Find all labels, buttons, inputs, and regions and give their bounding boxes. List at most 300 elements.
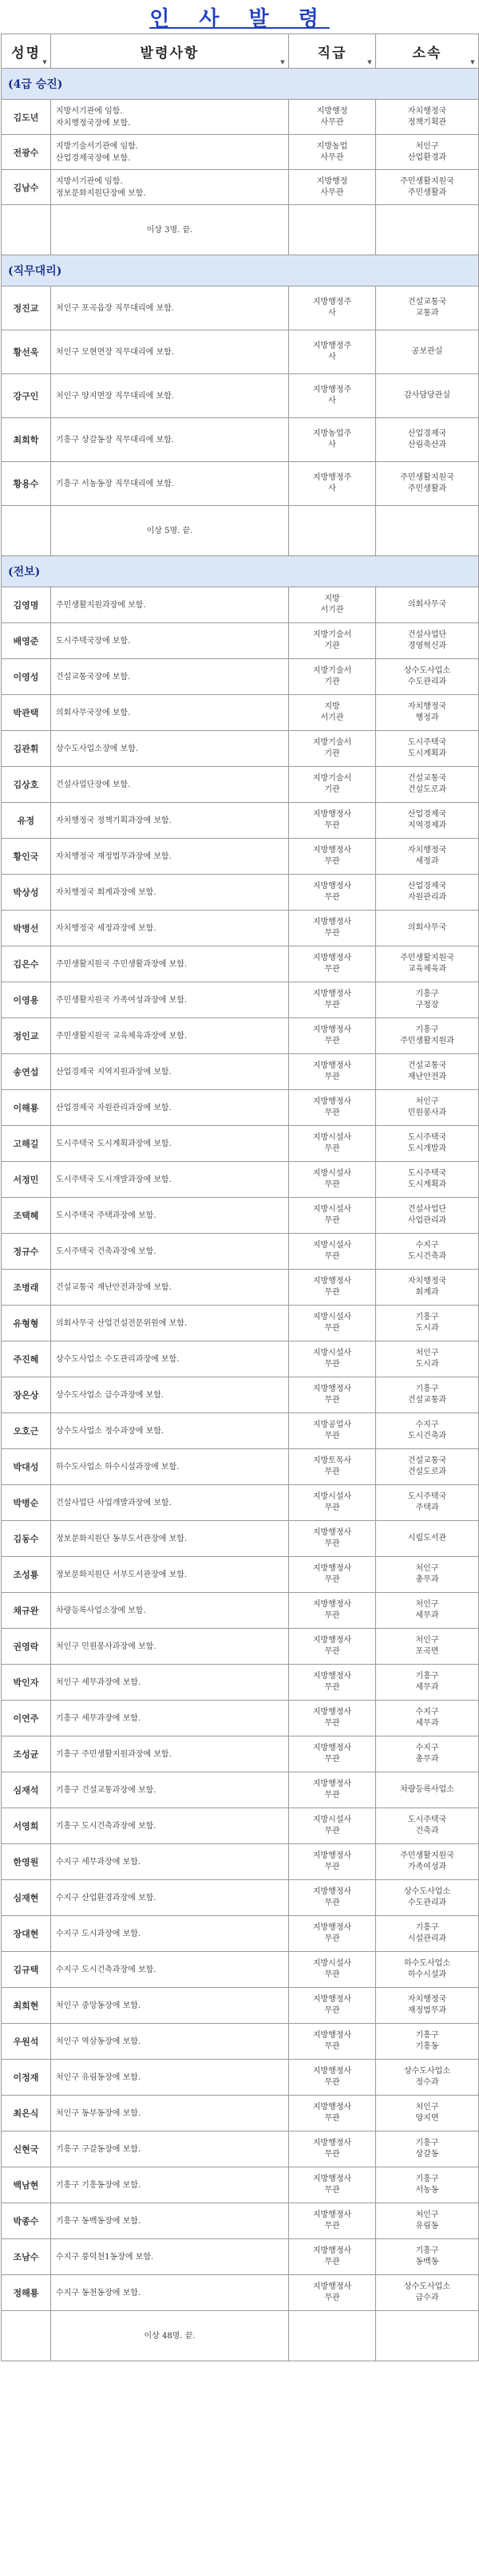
grade-cell[interactable]: 지방토목사 무관 [289, 1449, 376, 1485]
person-name[interactable]: 조남수 [2, 2239, 51, 2275]
grade-cell[interactable]: 지방시설사 무관 [289, 1808, 376, 1844]
person-name[interactable]: 주진혜 [2, 1341, 51, 1377]
affiliation-cell[interactable]: 건설사업단 사업관리과 [376, 1198, 479, 1234]
table-row [2, 1449, 479, 1485]
appointment-detail[interactable]: 지방서기관에 임함. 정보문화지원단장에 보함. [51, 170, 289, 205]
table-row [2, 2239, 479, 2275]
grade-cell[interactable]: 지방농업 사무관 [289, 135, 376, 170]
appointment-detail[interactable]: 산업경제국 자원관리과장에 보함. [51, 1090, 289, 1126]
table-row [2, 2060, 479, 2096]
table-row [2, 1665, 479, 1701]
appointments-body [2, 69, 479, 2361]
page-title: 인 사 발 령 [149, 6, 330, 31]
person-name[interactable]: 박상성 [2, 875, 51, 911]
person-name[interactable]: 유형형 [2, 1306, 51, 1341]
grade-cell[interactable]: 지방행정사 무관 [289, 1593, 376, 1629]
person-name[interactable]: 조택혜 [2, 1198, 51, 1234]
person-name[interactable]: 김은수 [2, 946, 51, 982]
person-name[interactable]: 고해길 [2, 1126, 51, 1162]
grade-cell[interactable]: 지방행정사 무관 [289, 2060, 376, 2096]
grade-cell[interactable]: 지방행정사 무관 [289, 1844, 376, 1880]
person-name[interactable]: 황선욱 [2, 330, 51, 374]
appointment-detail[interactable]: 자치행정국 재정법무과장에 보함. [51, 839, 289, 875]
table-row [2, 1126, 479, 1162]
person-name[interactable]: 김동수 [2, 1521, 51, 1557]
affiliation-cell[interactable]: 도시주택국 주택과 [376, 1485, 479, 1521]
affiliation-cell[interactable]: 처인구 총무과 [376, 1557, 479, 1593]
grade-cell[interactable]: 지방행정주 사 [289, 330, 376, 374]
affiliation-cell[interactable]: 자치행정국 행정과 [376, 695, 479, 731]
grade-cell[interactable]: 지방행정주 사 [289, 374, 376, 418]
grade-cell[interactable]: 지방행정주 사 [289, 286, 376, 330]
appointment-detail[interactable]: 건설교통국 재난안전과장에 보함. [51, 1270, 289, 1306]
person-name[interactable]: 김남수 [2, 170, 51, 205]
header-grade[interactable] [289, 34, 376, 69]
grade-cell[interactable]: 지방시설사 무관 [289, 1234, 376, 1270]
grade-cell[interactable]: 지방 서기관 [289, 695, 376, 731]
affiliation-cell[interactable]: 산업경제국 자원관리과 [376, 875, 479, 911]
grade-cell[interactable]: 지방행정 사무관 [289, 100, 376, 135]
table-row [2, 911, 479, 946]
person-name[interactable]: 김도년 [2, 100, 51, 135]
grade-cell[interactable]: 지방행정사 무관 [289, 1054, 376, 1090]
grade-cell[interactable]: 지방행정사 무관 [289, 1916, 376, 1952]
table-row [2, 875, 479, 911]
affiliation-cell[interactable]: 건설교통국 건설도로과 [376, 1449, 479, 1485]
appointment-detail[interactable]: 기흥구 주민생활지원과장에 보함. [51, 1736, 289, 1772]
section-title: (전보) [8, 566, 41, 579]
table-row [2, 2203, 479, 2239]
table-row [2, 1162, 479, 1198]
affiliation-cell[interactable]: 기흥구 주민생활지원과 [376, 1018, 479, 1054]
person-name[interactable]: 이해룡 [2, 1090, 51, 1126]
affiliation-cell[interactable]: 건설사업단 경영혁신과 [376, 623, 479, 659]
affiliation-cell[interactable]: 수지구 세무과 [376, 1701, 479, 1736]
summary-text: 이상 3명. 끝. [51, 205, 289, 255]
affiliation-cell[interactable]: 도시주택국 도시개발과 [376, 1126, 479, 1162]
grade-cell[interactable]: 지방행정사 무관 [289, 1090, 376, 1126]
table-row [2, 1054, 479, 1090]
appointment-detail[interactable]: 주민생활지원국 가족여성과장에 보함. [51, 982, 289, 1018]
table-row [2, 1844, 479, 1880]
grade-cell[interactable]: 지방행정 사무관 [289, 170, 376, 205]
person-name[interactable]: 황용수 [2, 462, 51, 506]
grade-cell[interactable]: 지방행정사 무관 [289, 2239, 376, 2275]
summary-row [2, 506, 479, 556]
appointment-detail[interactable]: 건설교통국장에 보함. [51, 659, 289, 695]
appointment-detail[interactable]: 의회사무국 산업건설전문위원에 보함. [51, 1306, 289, 1341]
section-header [2, 69, 479, 100]
appointment-detail[interactable]: 처인구 양지면장 직무대리에 보함. [51, 374, 289, 418]
affiliation-cell[interactable]: 자치행정국 회계과 [376, 1270, 479, 1306]
grade-cell[interactable]: 지방행정사 무관 [289, 982, 376, 1018]
table-row [2, 1629, 479, 1665]
affiliation-cell[interactable]: 기흥구 구청장 [376, 982, 479, 1018]
appointment-detail[interactable]: 처인구 유림동장에 보함. [51, 2060, 289, 2096]
affiliation-cell[interactable]: 도시주택국 도시계획과 [376, 731, 479, 767]
summary-empty-cell [289, 2311, 376, 2361]
table-row [2, 1270, 479, 1306]
grade-cell[interactable]: 지방행정사 무관 [289, 1701, 376, 1736]
affiliation-cell[interactable]: 건설교통국 건설도로과 [376, 767, 479, 803]
summary-empty-cell [376, 506, 479, 556]
person-name[interactable]: 심재현 [2, 1880, 51, 1916]
person-name[interactable]: 장대현 [2, 1916, 51, 1952]
person-name[interactable]: 백남현 [2, 2167, 51, 2203]
table-row [2, 587, 479, 623]
appointment-detail[interactable]: 건설사업단장에 보함. [51, 767, 289, 803]
affiliation-cell[interactable]: 상수도사업소 정수과 [376, 2060, 479, 2096]
affiliation-cell[interactable]: 기흥구 시설관리과 [376, 1916, 479, 1952]
person-name[interactable]: 조성룡 [2, 1557, 51, 1593]
appointment-detail[interactable]: 의회사무국장에 보함. [51, 695, 289, 731]
appointment-detail[interactable]: 지방기술서기관에 임함. 산업경제국장에 보함. [51, 135, 289, 170]
affiliation-cell[interactable]: 기흥구 동백동 [376, 2239, 479, 2275]
person-name[interactable]: 정해룡 [2, 2275, 51, 2311]
grade-cell[interactable]: 지방 서기관 [289, 587, 376, 623]
table-row [2, 623, 479, 659]
person-name[interactable]: 신현국 [2, 2132, 51, 2167]
affiliation-cell[interactable]: 주민생활지원국 교육체육과 [376, 946, 479, 982]
grade-cell[interactable]: 지방행정사 무관 [289, 1988, 376, 2024]
appointment-detail[interactable]: 주민생활지원국 주민생활과장에 보함. [51, 946, 289, 982]
section-header-cell [2, 255, 479, 286]
header-content-label: 발령사항 [140, 45, 200, 61]
person-name[interactable]: 채규완 [2, 1593, 51, 1629]
affiliation-cell[interactable]: 기흥구 기흥동 [376, 2024, 479, 2060]
grade-cell[interactable]: 지방농업주 사 [289, 418, 376, 462]
header-affiliation-label: 소속 [412, 45, 442, 61]
appointment-detail[interactable]: 주민생활지원국 교육체육과장에 보함. [51, 1018, 289, 1054]
grade-cell[interactable]: 지방행정사 무관 [289, 2275, 376, 2311]
person-name[interactable]: 오호근 [2, 1413, 51, 1449]
grade-cell[interactable]: 지방행정사 무관 [289, 911, 376, 946]
table-row [2, 286, 479, 330]
affiliation-cell[interactable]: 시립도서관 [376, 1521, 479, 1557]
affiliation-cell[interactable]: 건설교통국 재난안전과 [376, 1054, 479, 1090]
person-name[interactable]: 박관택 [2, 695, 51, 731]
title-bar [0, 0, 479, 34]
appointment-detail[interactable]: 기흥구 상갈동장 직무대리에 보함. [51, 418, 289, 462]
grade-cell[interactable]: 지방행정사 무관 [289, 1270, 376, 1306]
table-row [2, 1952, 479, 1988]
header-name[interactable] [2, 34, 51, 69]
affiliation-cell[interactable]: 기흥구 세무과 [376, 1665, 479, 1701]
appointment-detail[interactable]: 자치행정국 세정과장에 보함. [51, 911, 289, 946]
table-row [2, 100, 479, 135]
person-name[interactable]: 김영명 [2, 587, 51, 623]
person-name[interactable]: 권영락 [2, 1629, 51, 1665]
appointment-detail[interactable]: 상수도사업소 급수과장에 보함. [51, 1377, 289, 1413]
affiliation-cell[interactable]: 자치행정국 재정법무과 [376, 1988, 479, 2024]
person-name[interactable]: 조성균 [2, 1736, 51, 1772]
affiliation-cell[interactable]: 처인구 유림동 [376, 2203, 479, 2239]
summary-row [2, 205, 479, 255]
affiliation-cell[interactable]: 처인구 민원봉사과 [376, 1090, 479, 1126]
affiliation-cell[interactable]: 주민생활지원국 주민생활과 [376, 170, 479, 205]
affiliation-cell[interactable]: 도시주택국 건축과 [376, 1808, 479, 1844]
grade-cell[interactable]: 지방기술서 기관 [289, 659, 376, 695]
filter-dropdown-icon[interactable]: ▼ [280, 58, 285, 65]
grade-cell[interactable]: 지방시설사 무관 [289, 1952, 376, 1988]
appointment-detail[interactable]: 산업경제국 지역지원과장에 보함. [51, 1054, 289, 1090]
table-row [2, 1701, 479, 1736]
person-name[interactable]: 박대성 [2, 1449, 51, 1485]
person-name[interactable]: 박인자 [2, 1665, 51, 1701]
header-content[interactable] [51, 34, 289, 69]
appointment-detail[interactable]: 처인구 세무과장에 보함. [51, 1665, 289, 1701]
affiliation-cell[interactable]: 기흥구 건설교통과 [376, 1377, 479, 1413]
table-row [2, 1413, 479, 1449]
grade-cell[interactable]: 지방행정사 무관 [289, 1377, 376, 1413]
table-row [2, 1916, 479, 1952]
summary-empty-cell [289, 506, 376, 556]
grade-cell[interactable]: 지방기술서 기관 [289, 623, 376, 659]
person-name[interactable]: 서정민 [2, 1162, 51, 1198]
affiliation-cell[interactable]: 차량등록사업소 [376, 1772, 479, 1808]
section-header-cell [2, 69, 479, 100]
grade-cell[interactable]: 지방공업사 무관 [289, 1413, 376, 1449]
appointment-detail[interactable]: 기흥구 건설교통과장에 보함. [51, 1772, 289, 1808]
person-name[interactable]: 박종수 [2, 2203, 51, 2239]
appointment-detail[interactable]: 자치행정국 정책기획과장에 보함. [51, 803, 289, 839]
affiliation-cell[interactable]: 도시주택국 도시계획과 [376, 1162, 479, 1198]
appointment-detail[interactable]: 지방서기관에 임함. 자치행정국장에 보함. [51, 100, 289, 135]
appointment-detail[interactable]: 기흥구 도시건축과장에 보함. [51, 1808, 289, 1844]
person-name[interactable]: 서영희 [2, 1808, 51, 1844]
affiliation-cell[interactable]: 주민생활지원국 가족여성과 [376, 1844, 479, 1880]
person-name[interactable]: 김관휘 [2, 731, 51, 767]
table-row [2, 1306, 479, 1341]
person-name[interactable]: 이정재 [2, 2060, 51, 2096]
person-name[interactable]: 김규택 [2, 1952, 51, 1988]
table-row [2, 1341, 479, 1377]
appointment-detail[interactable]: 건설사업단 사업개발과장에 보함. [51, 1485, 289, 1521]
person-name[interactable]: 이영용 [2, 982, 51, 1018]
table-row [2, 946, 479, 982]
grade-cell[interactable]: 지방행정사 무관 [289, 2096, 376, 2132]
header-grade-label: 직급 [317, 45, 347, 61]
appointment-detail[interactable]: 정보문화지원단 동부도서관장에 보함. [51, 1521, 289, 1557]
affiliation-cell[interactable]: 주민생활지원국 주민생활과 [376, 462, 479, 506]
grade-cell[interactable]: 지방행정사 무관 [289, 2167, 376, 2203]
table-row [2, 1198, 479, 1234]
person-name[interactable]: 한영원 [2, 1844, 51, 1880]
affiliation-cell[interactable]: 처인구 양지면 [376, 2096, 479, 2132]
appointment-detail[interactable]: 처인구 역삼동장에 보함. [51, 2024, 289, 2060]
appointment-detail[interactable]: 차량등록사업소장에 보함. [51, 1593, 289, 1629]
appointment-detail[interactable]: 상수도사업소 정수과장에 보함. [51, 1413, 289, 1449]
grade-cell[interactable]: 지방행정사 무관 [289, 946, 376, 982]
affiliation-cell[interactable]: 상수도사업소 급수과 [376, 2275, 479, 2311]
appointment-detail[interactable]: 수지구 산업환경과장에 보함. [51, 1880, 289, 1916]
appointment-detail[interactable]: 수지구 동천동장에 보함. [51, 2275, 289, 2311]
affiliation-cell[interactable]: 자치행정국 세정과 [376, 839, 479, 875]
table-row [2, 2096, 479, 2132]
appointment-detail[interactable]: 기흥구 구갈동장에 보함. [51, 2132, 289, 2167]
appointment-detail[interactable]: 수지구 세무과장에 보함. [51, 1844, 289, 1880]
grade-cell[interactable]: 지방시설사 무관 [289, 1198, 376, 1234]
appointment-detail[interactable]: 도시주택국 주택과장에 보함. [51, 1198, 289, 1234]
table-row [2, 1557, 479, 1593]
person-name[interactable]: 최희현 [2, 1988, 51, 2024]
affiliation-cell[interactable]: 하수도사업소 하수시설과 [376, 1952, 479, 1988]
table-row [2, 982, 479, 1018]
table-row [2, 1485, 479, 1521]
header-name-label: 성명 [11, 45, 41, 61]
header-row [2, 34, 479, 69]
person-name[interactable]: 정진교 [2, 286, 51, 330]
grade-cell[interactable]: 지방시설사 무관 [289, 1162, 376, 1198]
grade-cell[interactable]: 지방행정사 무관 [289, 1521, 376, 1557]
filter-dropdown-icon[interactable]: ▼ [367, 58, 372, 65]
appointment-detail[interactable]: 자치행정국 회계과장에 보함. [51, 875, 289, 911]
person-name[interactable]: 배영준 [2, 623, 51, 659]
grade-cell[interactable]: 지방행정사 무관 [289, 2203, 376, 2239]
affiliation-cell[interactable]: 건설교통국 교통과 [376, 286, 479, 330]
table-row [2, 462, 479, 506]
section-header [2, 255, 479, 286]
affiliation-cell[interactable]: 처인구 산업환경과 [376, 135, 479, 170]
person-name[interactable]: 이연주 [2, 1701, 51, 1736]
grade-cell[interactable]: 지방시설사 무관 [289, 1126, 376, 1162]
grade-cell[interactable]: 지방행정사 무관 [289, 1018, 376, 1054]
grade-cell[interactable]: 지방행정사 무관 [289, 1880, 376, 1916]
table-row [2, 1521, 479, 1557]
person-name[interactable]: 황인국 [2, 839, 51, 875]
affiliation-cell[interactable]: 수지구 총무과 [376, 1736, 479, 1772]
table-row [2, 803, 479, 839]
affiliation-cell[interactable]: 자치행정국 정책기획관 [376, 100, 479, 135]
person-name[interactable]: 강구인 [2, 374, 51, 418]
affiliation-cell[interactable]: 기흥구 도시과 [376, 1306, 479, 1341]
affiliation-cell[interactable]: 처인구 포곡면 [376, 1629, 479, 1665]
appointment-detail[interactable]: 기흥구 동백동장에 보함. [51, 2203, 289, 2239]
person-name[interactable]: 심재석 [2, 1772, 51, 1808]
appointment-detail[interactable]: 도시주택국 건축과장에 보함. [51, 1234, 289, 1270]
affiliation-cell[interactable]: 수지구 도시건축과 [376, 1413, 479, 1449]
grade-cell[interactable]: 지방기술서 기관 [289, 767, 376, 803]
appointment-detail[interactable]: 기흥구 세무과장에 보함. [51, 1701, 289, 1736]
person-name[interactable]: 김상호 [2, 767, 51, 803]
person-name[interactable]: 전광수 [2, 135, 51, 170]
header-affiliation[interactable] [376, 34, 479, 69]
grade-cell[interactable]: 지방행정주 사 [289, 462, 376, 506]
appointment-detail[interactable]: 상수도사업소 수도관리과장에 보함. [51, 1341, 289, 1377]
affiliation-cell[interactable]: 상수도사업소 수도관리과 [376, 659, 479, 695]
grade-cell[interactable]: 지방행정사 무관 [289, 2132, 376, 2167]
summary-empty-cell [2, 2311, 51, 2361]
appointment-detail[interactable]: 하수도사업소 하수시설과장에 보함. [51, 1449, 289, 1485]
person-name[interactable]: 이영성 [2, 659, 51, 695]
affiliation-cell[interactable]: 공보관실 [376, 330, 479, 374]
summary-text: 이상 48명. 끝. [51, 2311, 289, 2361]
summary-text: 이상 5명. 끝. [51, 506, 289, 556]
appointment-detail[interactable]: 수지구 풍덕천1동장에 보함. [51, 2239, 289, 2275]
affiliation-cell[interactable]: 처인구 도시과 [376, 1341, 479, 1377]
grade-cell[interactable]: 지방시설사 무관 [289, 1485, 376, 1521]
person-name[interactable]: 장은상 [2, 1377, 51, 1413]
person-name[interactable]: 유정 [2, 803, 51, 839]
affiliation-cell[interactable]: 수지구 도시건축과 [376, 1234, 479, 1270]
summary-empty-cell [2, 506, 51, 556]
grade-cell[interactable]: 지방행정사 무관 [289, 875, 376, 911]
appointment-detail[interactable]: 기흥구 서농동장 직무대리에 보함. [51, 462, 289, 506]
affiliation-cell[interactable]: 산업경제국 지역경제과 [376, 803, 479, 839]
person-name[interactable]: 최은식 [2, 2096, 51, 2132]
grade-cell[interactable]: 지방행정사 무관 [289, 803, 376, 839]
appointment-detail[interactable]: 처인구 모현면장 직무대리에 보함. [51, 330, 289, 374]
affiliation-cell[interactable]: 처인구 세무과 [376, 1593, 479, 1629]
grade-cell[interactable]: 지방기술서 기관 [289, 731, 376, 767]
person-name[interactable]: 박병순 [2, 1485, 51, 1521]
affiliation-cell[interactable]: 산업경제국 산림축산과 [376, 418, 479, 462]
person-name[interactable]: 조병래 [2, 1270, 51, 1306]
appointment-detail[interactable]: 도시주택국 도시계획과장에 보함. [51, 1126, 289, 1162]
table-row [2, 839, 479, 875]
table-row [2, 1736, 479, 1772]
appointment-detail[interactable]: 정보문화지원단 서부도서관장에 보함. [51, 1557, 289, 1593]
appointment-detail[interactable]: 처인구 중앙동장에 보함. [51, 1988, 289, 2024]
table-row [2, 2132, 479, 2167]
appointment-detail[interactable]: 수지구 도시건축과장에 보함. [51, 1952, 289, 1988]
person-name[interactable]: 정규수 [2, 1234, 51, 1270]
affiliation-cell[interactable]: 기흥구 서농동 [376, 2167, 479, 2203]
person-name[interactable]: 송연섭 [2, 1054, 51, 1090]
grade-cell[interactable]: 지방시설사 무관 [289, 1341, 376, 1377]
grade-cell[interactable]: 지방행정사 무관 [289, 2024, 376, 2060]
person-name[interactable]: 우원석 [2, 2024, 51, 2060]
person-name[interactable]: 정인교 [2, 1018, 51, 1054]
grade-cell[interactable]: 지방행정사 무관 [289, 1665, 376, 1701]
grade-cell[interactable]: 지방행정사 무관 [289, 839, 376, 875]
appointment-detail[interactable]: 처인구 민원봉사과장에 보함. [51, 1629, 289, 1665]
appointment-detail[interactable]: 도시주택국 도시개발과장에 보함. [51, 1162, 289, 1198]
appointment-detail[interactable]: 기흥구 기흥동장에 보함. [51, 2167, 289, 2203]
appointment-detail[interactable]: 수지구 도시과장에 보함. [51, 1916, 289, 1952]
grade-cell[interactable]: 지방행정사 무관 [289, 1772, 376, 1808]
grade-cell[interactable]: 지방행정사 무관 [289, 1629, 376, 1665]
affiliation-cell[interactable]: 감사담당관실 [376, 374, 479, 418]
section-title: (4급 승진) [8, 78, 63, 91]
table-row [2, 767, 479, 803]
grade-cell[interactable]: 지방행정사 무관 [289, 1557, 376, 1593]
appointments-table [1, 34, 479, 2361]
person-name[interactable]: 최희학 [2, 418, 51, 462]
affiliation-cell[interactable]: 의회사무국 [376, 911, 479, 946]
appointment-detail[interactable]: 도시주택국장에 보함. [51, 623, 289, 659]
appointment-detail[interactable]: 주민생활지원과장에 보함. [51, 587, 289, 623]
section-header-cell [2, 556, 479, 587]
table-row [2, 374, 479, 418]
table-row [2, 731, 479, 767]
table-row [2, 1988, 479, 2024]
table-row [2, 1018, 479, 1054]
affiliation-cell[interactable]: 기흥구 상갈동 [376, 2132, 479, 2167]
grade-cell[interactable]: 지방시설사 무관 [289, 1306, 376, 1341]
affiliation-cell[interactable]: 의회사무국 [376, 587, 479, 623]
summary-empty-cell [376, 205, 479, 255]
grade-cell[interactable]: 지방행정사 무관 [289, 1736, 376, 1772]
appointment-detail[interactable]: 상수도사업소장에 보함. [51, 731, 289, 767]
appointment-detail[interactable]: 처인구 포곡읍장 직무대리에 보함. [51, 286, 289, 330]
filter-dropdown-icon[interactable]: ▼ [470, 58, 475, 65]
table-row [2, 418, 479, 462]
appointment-detail[interactable]: 처인구 동부동장에 보함. [51, 2096, 289, 2132]
person-name[interactable]: 박병선 [2, 911, 51, 946]
affiliation-cell[interactable]: 상수도사업소 수도관리과 [376, 1880, 479, 1916]
filter-dropdown-icon[interactable]: ▼ [42, 58, 47, 65]
